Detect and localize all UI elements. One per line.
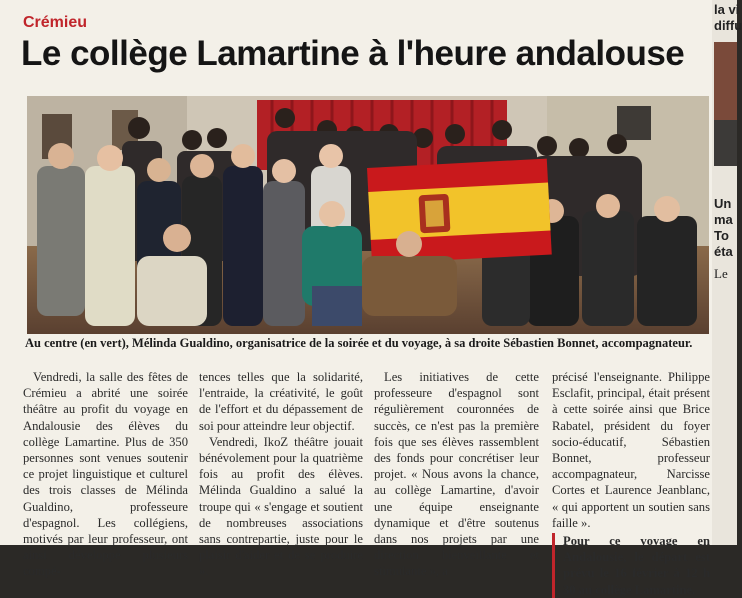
article-column-2 [199, 369, 363, 580]
neighbor-text: éta [714, 244, 733, 259]
paragraph: Vendredi, la salle des fêtes de Crémieu a abrité une soirée théâtre au profit du voyage en Andalousie des élèves du collège Lamartine. Plus de 350 personnes sont venues soutenir ce projet linguistique et culturel des trois classes de Mélinda Gualdino, professeure d'espagnol. Les collégiens, motivés par leur professeur, ont ainsi développé plusieurs compé- [23, 370, 188, 579]
neighbor-text: Le [714, 266, 728, 281]
paragraph: Vendredi, IkoZ théâtre jouait bénévolement pour la quatrième fois au profit des élèves. Mélinda Gualdino a salué la troupe qui « s'engage et soutient de nombreuses associations sans contrepartie, juste pour le plaisir d'aider et de se produire ». [199, 434, 363, 579]
neighbor-photo-shadow [714, 120, 737, 166]
neighbor-text: To [714, 228, 729, 243]
neighbor-text: la vi [714, 2, 740, 17]
neighbor-text: Un [714, 196, 732, 211]
photo-caption: Au centre (en vert), Mélinda Gualdino, organisatrice de la soirée et du voyage, à sa droite Sébastien Bonnet, accompagnateur. [25, 336, 693, 350]
article-column-3 [374, 369, 539, 580]
paragraph: précisé l'enseignante. Philippe Esclafit, principal, était présent à cette soirée ainsi que Brice Rabatel, président du foyer socio-éducatif, Sébastien Bonnet, professeur accompagnateur, Narcisse Cortes et Laurence Jeanblanc, « qui apportent un soutien sans faille ». [552, 370, 710, 530]
article-column-1 [23, 369, 188, 580]
neighbor-text: ma [714, 212, 733, 227]
info-box: Pour ce voyage en Andalousie, le départ est prévu le 16 février à 12 h 30 au collège Lamartine. [552, 533, 710, 598]
article-headline: Le collège Lamartine à l'heure andalouse [21, 34, 685, 73]
article-column-4 [552, 369, 710, 598]
neighbor-text: diffu [714, 18, 742, 33]
group-photo [27, 96, 709, 334]
paragraph: tences telles que la solidarité, l'entraide, la créativité, le goût de l'effort et du dépassement de soi pour atteindre leur objectif. [199, 370, 363, 433]
article-kicker: Crémieu [23, 14, 88, 31]
paragraph: Les initiatives de cette professeure d'espagnol sont régulièrement couronnées de succès, ce n'est pas la première fois que ses élèves rassemblent des fonds pour concrétiser leur projet. « Nous avons la chance, au collège Lamartine, d'avoir une équipe enseignante dynamique et d'être soutenus dans nos projets par une direction bienveillante et stimulante », a [374, 370, 539, 579]
neighbor-article [712, 0, 742, 545]
